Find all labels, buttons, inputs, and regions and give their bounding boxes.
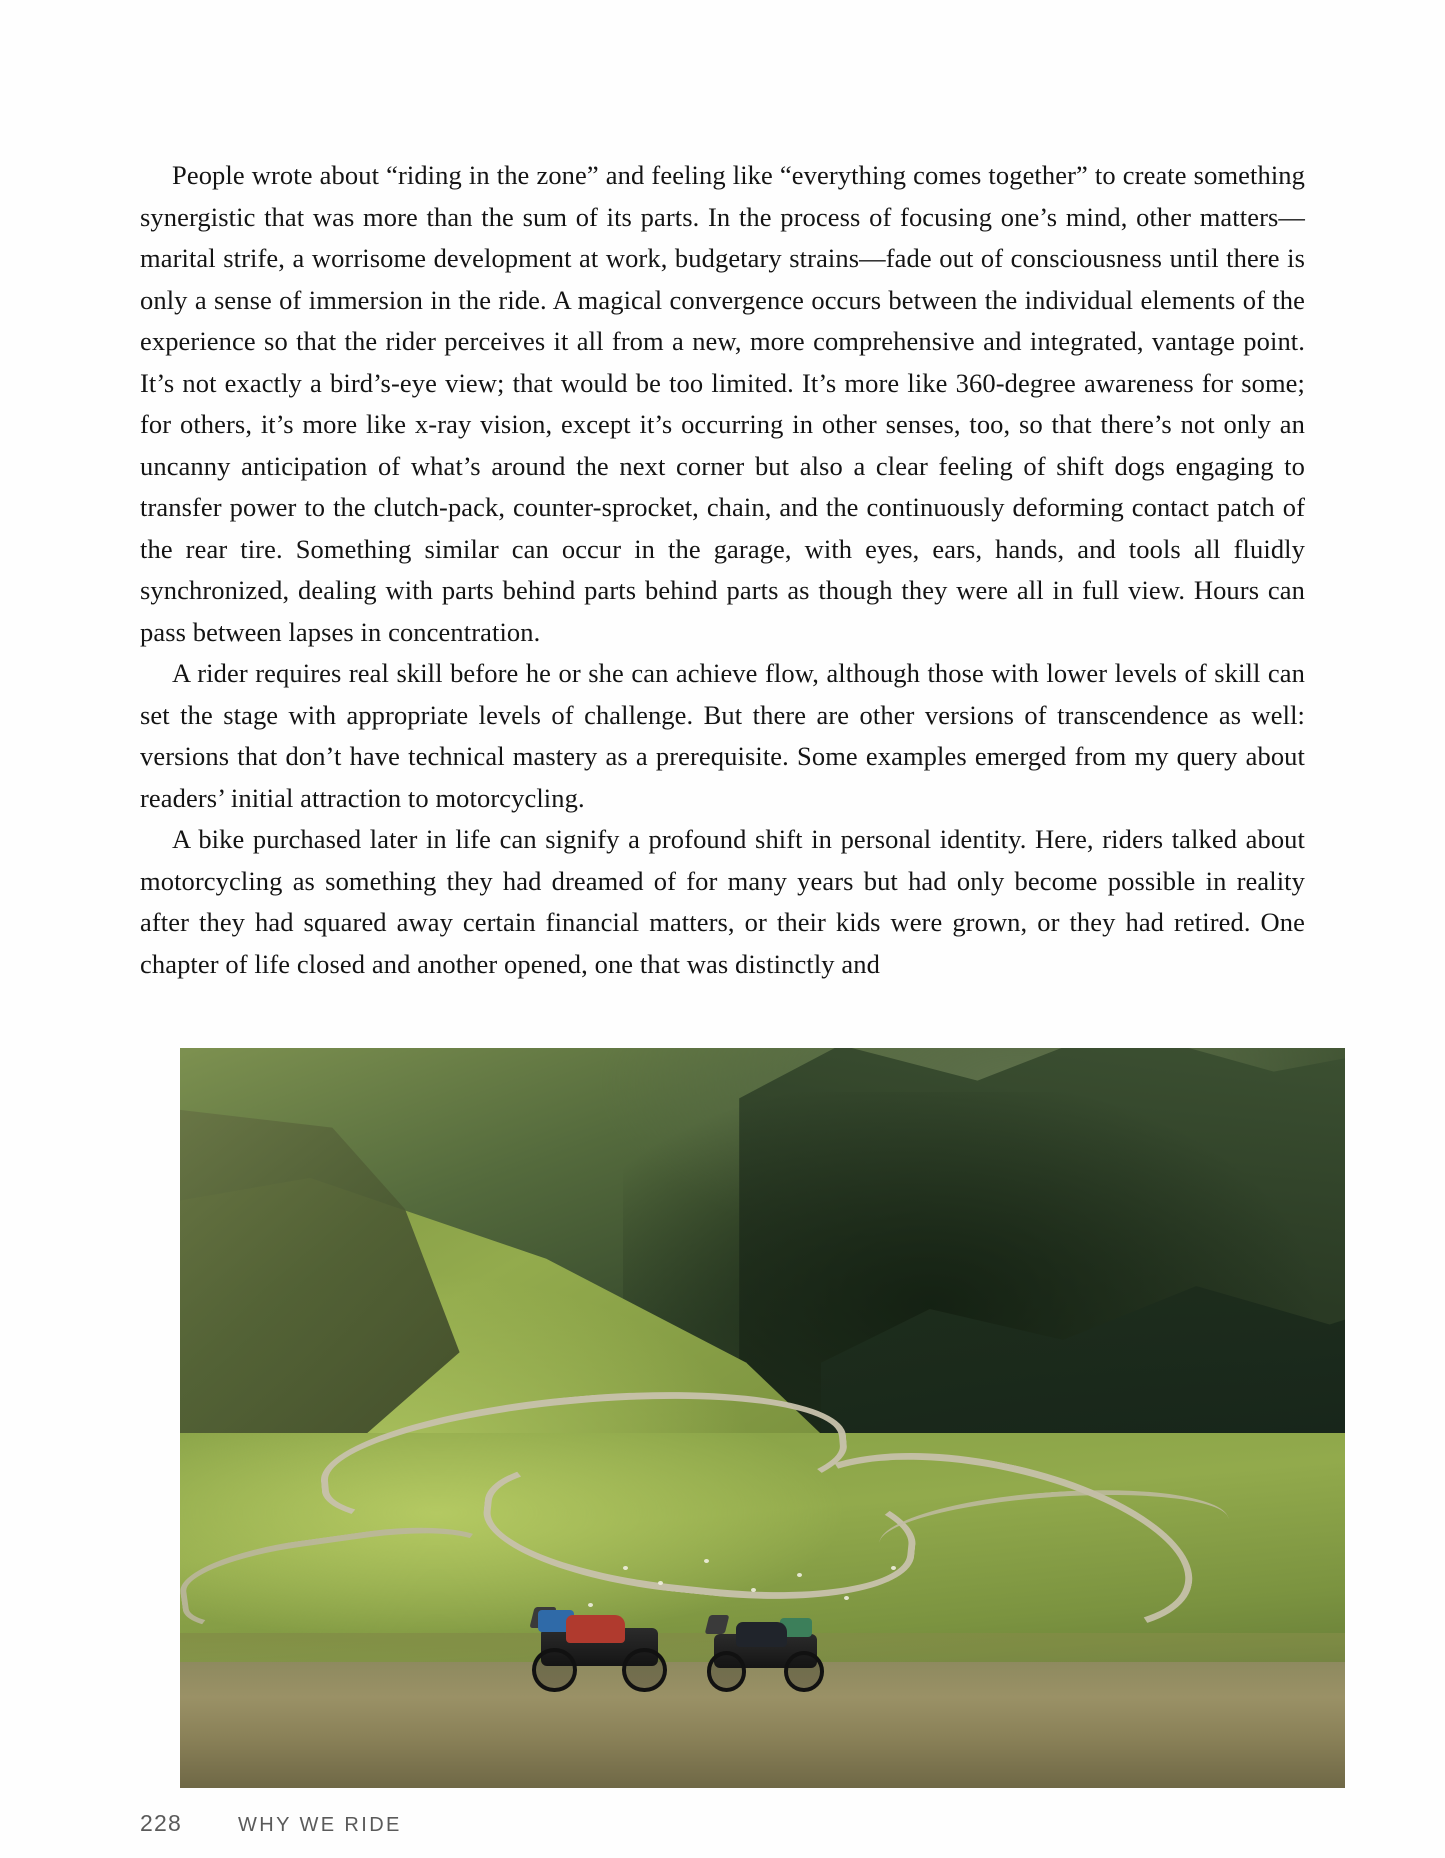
sheep-dot	[704, 1559, 709, 1563]
paragraph: A rider requires real skill before he or she can achieve flow, although those with lower levels of skill can set the stage with appropriate levels of challenge. But there are other versions of transcendence as well: versions that don’t have technical mastery as a prerequisite. Some examples emerged from my query about readers’ initial attraction to motorcycling.	[140, 658, 1305, 813]
front-wheel	[532, 1648, 576, 1692]
page-footer	[140, 1810, 402, 1837]
sheep-dot	[891, 1566, 896, 1570]
sheep-dot	[658, 1581, 663, 1585]
windscreen	[704, 1615, 728, 1634]
body-text	[140, 155, 1305, 985]
front-wheel	[707, 1651, 747, 1692]
fuel-tank	[736, 1622, 787, 1647]
sheep-dot	[588, 1603, 593, 1607]
fuel-tank	[566, 1615, 625, 1643]
photo-canvas	[180, 1048, 1345, 1788]
rear-wheel	[784, 1651, 824, 1692]
motorcycle-right	[704, 1618, 826, 1692]
sheep-dot	[844, 1596, 849, 1600]
paragraph: People wrote about “riding in the zone” and feeling like “everything comes together” to create something synergistic that was more than the sum of its parts. In the process of focusing one’s mind, other matters—marital strife, a worrisome development at work, budgetary strains—fade out of consciousness until there is only a sense of immersion in the ride. A magical convergence occurs between the individual elements of the experience so that the rider perceives it all from a new, more comprehensive and integrated, vantage point. It’s not exactly a bird’s-eye view; that would be too limited. It’s more like 360-degree awareness for some; for others, it’s more like x-ray vision, except it’s occurring in other senses, too, so that there’s not only an uncanny anticipation of what’s around the next corner but also a clear feeling of shift dogs engaging to transfer power to the clutch-pack, counter-sprocket, chain, and the continuously deforming contact patch of the rear tire. Something similar can occur in the garage, with eyes, ears, hands, and tools all fluidly synchronized, dealing with parts behind parts behind parts as though they were all in full view. Hours can pass between lapses in concentration.	[140, 160, 1305, 647]
sheep-dot	[623, 1566, 628, 1570]
paragraph: A bike purchased later in life can signify a profound shift in personal identity. Here, riders talked about motorcycling as something they had dreamed of for many years but had only become possible in reality after they had squared away certain financial matters, or their kids were grown, or they had retired. One chapter of life closed and another opened, one that was distinctly and	[140, 824, 1305, 979]
running-head: WHY WE RIDE	[237, 1814, 402, 1836]
motorcycle-left	[530, 1610, 670, 1691]
page-number: 228	[140, 1810, 182, 1836]
rear-wheel	[622, 1648, 666, 1692]
mountain-road-photograph	[180, 1048, 1345, 1788]
